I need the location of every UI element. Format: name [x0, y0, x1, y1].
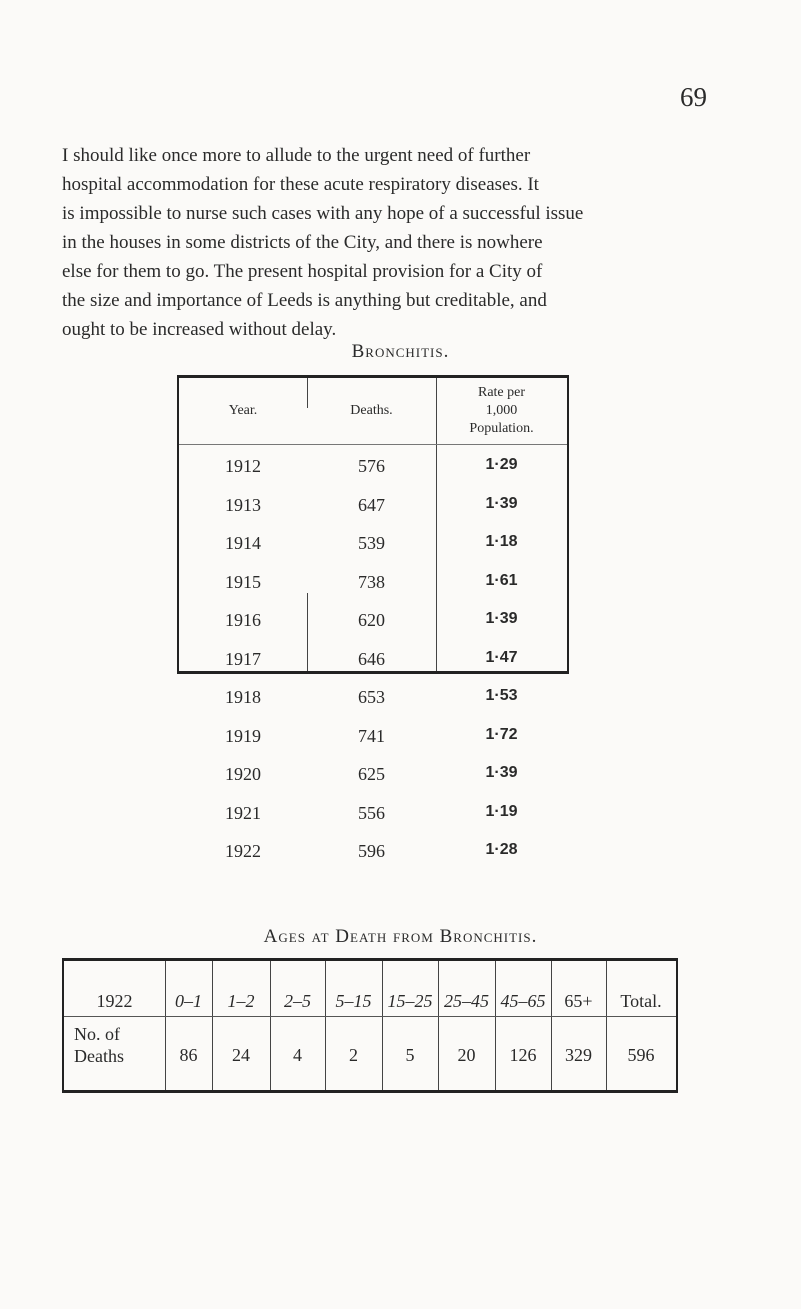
deaths-cell: 596: [358, 841, 385, 861]
rate-cell: 1·29: [485, 456, 518, 473]
bronchitis-table: [177, 375, 569, 861]
rate-cell: 1·18: [485, 533, 518, 550]
year-cell: 1913: [225, 494, 261, 515]
year-cell: 1922: [225, 841, 261, 861]
column-divider: [212, 961, 213, 1090]
paragraph-line: is impossible to nurse such cases with any hope of a successful issue: [62, 203, 584, 224]
deaths-1-2: 24: [232, 1045, 250, 1065]
table-row: [179, 495, 567, 531]
header-age-15-25: 15–25: [387, 991, 433, 1011]
rate-cell: 1·19: [485, 802, 518, 820]
column-divider: [165, 961, 166, 1090]
paragraph-line: the size and importance of Leeds is anything but creditable, and: [62, 290, 547, 311]
header-age-1-2: 1–2: [227, 991, 255, 1011]
paragraph-line: in the houses in some districts of the City, and there is nowhere: [62, 232, 543, 253]
header-year: Year.: [228, 403, 258, 418]
table-row: [179, 764, 567, 800]
header-age-25-45: 25–45: [444, 991, 489, 1011]
ages-heading: Ages at Death from Bronchitis.: [263, 926, 538, 947]
table-row: [179, 687, 567, 723]
header-total: Total.: [620, 991, 662, 1011]
table-row: [179, 649, 567, 685]
deaths-15-25: 5: [405, 1045, 415, 1065]
body-paragraph: [62, 141, 742, 344]
row-label: [74, 1023, 124, 1067]
column-divider: [438, 961, 439, 1090]
column-divider: [606, 961, 607, 1090]
rate-cell: 1·53: [485, 687, 518, 704]
row-label-line: No. of: [74, 1024, 120, 1044]
table-row: [179, 841, 567, 877]
deaths-cell: 625: [358, 764, 385, 784]
year-cell: 1912: [225, 456, 261, 476]
year-cell: 1916: [225, 610, 261, 630]
year-cell: 1914: [225, 533, 261, 553]
header-year: 1922: [96, 991, 133, 1011]
year-cell: 1919: [225, 725, 261, 746]
row-label-line: Deaths: [74, 1046, 124, 1066]
deaths-cell: 738: [358, 571, 385, 592]
header-rate-line: Rate per: [477, 385, 526, 400]
rate-cell: 1·61: [485, 571, 518, 589]
table-row: [179, 572, 567, 608]
column-divider: [270, 961, 271, 1090]
header-separator: [179, 444, 567, 445]
paragraph-line: hospital accommodation for these acute respiratory diseases. It: [62, 174, 539, 195]
bronchitis-heading: Bronchitis.: [351, 341, 450, 362]
header-age-5-15: 5–15: [335, 991, 372, 1011]
deaths-total: 596: [627, 1045, 655, 1065]
table-row: [179, 726, 567, 762]
paragraph-line: else for them to go. The present hospital provision for a City of: [62, 261, 543, 282]
paragraph-line: I should like once more to allude to the urgent need of further: [62, 145, 531, 166]
column-divider: [325, 961, 326, 1090]
deaths-cell: 647: [358, 494, 385, 515]
ages-table: [62, 958, 678, 1093]
header-separator: [64, 1016, 676, 1017]
header-age-0-1: 0–1: [175, 991, 202, 1011]
header-rate: [436, 378, 567, 444]
rate-cell: 1·39: [485, 610, 518, 627]
year-cell: 1915: [225, 571, 261, 592]
year-cell: 1918: [225, 687, 261, 707]
rate-cell: 1·39: [485, 494, 518, 512]
deaths-0-1: 86: [179, 1045, 198, 1065]
deaths-cell: 646: [358, 648, 385, 669]
deaths-5-15: 2: [349, 1045, 358, 1065]
deaths-cell: 576: [358, 456, 385, 476]
year-cell: 1921: [225, 802, 261, 823]
column-divider: [382, 961, 383, 1090]
deaths-cell: 620: [358, 610, 385, 630]
header-rate-line: 1,000: [485, 403, 518, 418]
deaths-2-5: 4: [293, 1045, 302, 1065]
deaths-cell: 653: [358, 687, 385, 707]
column-divider: [495, 961, 496, 1090]
year-cell: 1917: [225, 648, 261, 669]
deaths-25-45: 20: [457, 1045, 476, 1065]
rate-cell: 1·72: [485, 725, 518, 743]
header-rate-line: Population.: [469, 421, 534, 436]
rate-cell: 1·47: [485, 648, 518, 666]
deaths-45-65: 126: [509, 1045, 537, 1065]
year-cell: 1920: [225, 764, 261, 784]
table-row: [179, 803, 567, 839]
deaths-cell: 741: [358, 725, 385, 746]
column-divider: [551, 961, 552, 1090]
deaths-cell: 539: [358, 533, 385, 553]
page-number: 69: [680, 82, 707, 112]
deaths-cell: 556: [358, 802, 385, 823]
paragraph-line: ought to be increased without delay.: [62, 319, 337, 340]
deaths-65-plus: 329: [565, 1045, 592, 1065]
header-age-45-65: 45–65: [500, 991, 546, 1011]
header-age-2-5: 2–5: [284, 991, 311, 1011]
table-row: [179, 456, 567, 492]
rate-cell: 1·39: [485, 764, 518, 781]
header-age-65-plus: 65+: [564, 991, 593, 1011]
header-deaths: Deaths.: [350, 403, 393, 418]
rate-cell: 1·28: [485, 841, 518, 858]
table-row: [179, 610, 567, 646]
table-row: [179, 533, 567, 569]
